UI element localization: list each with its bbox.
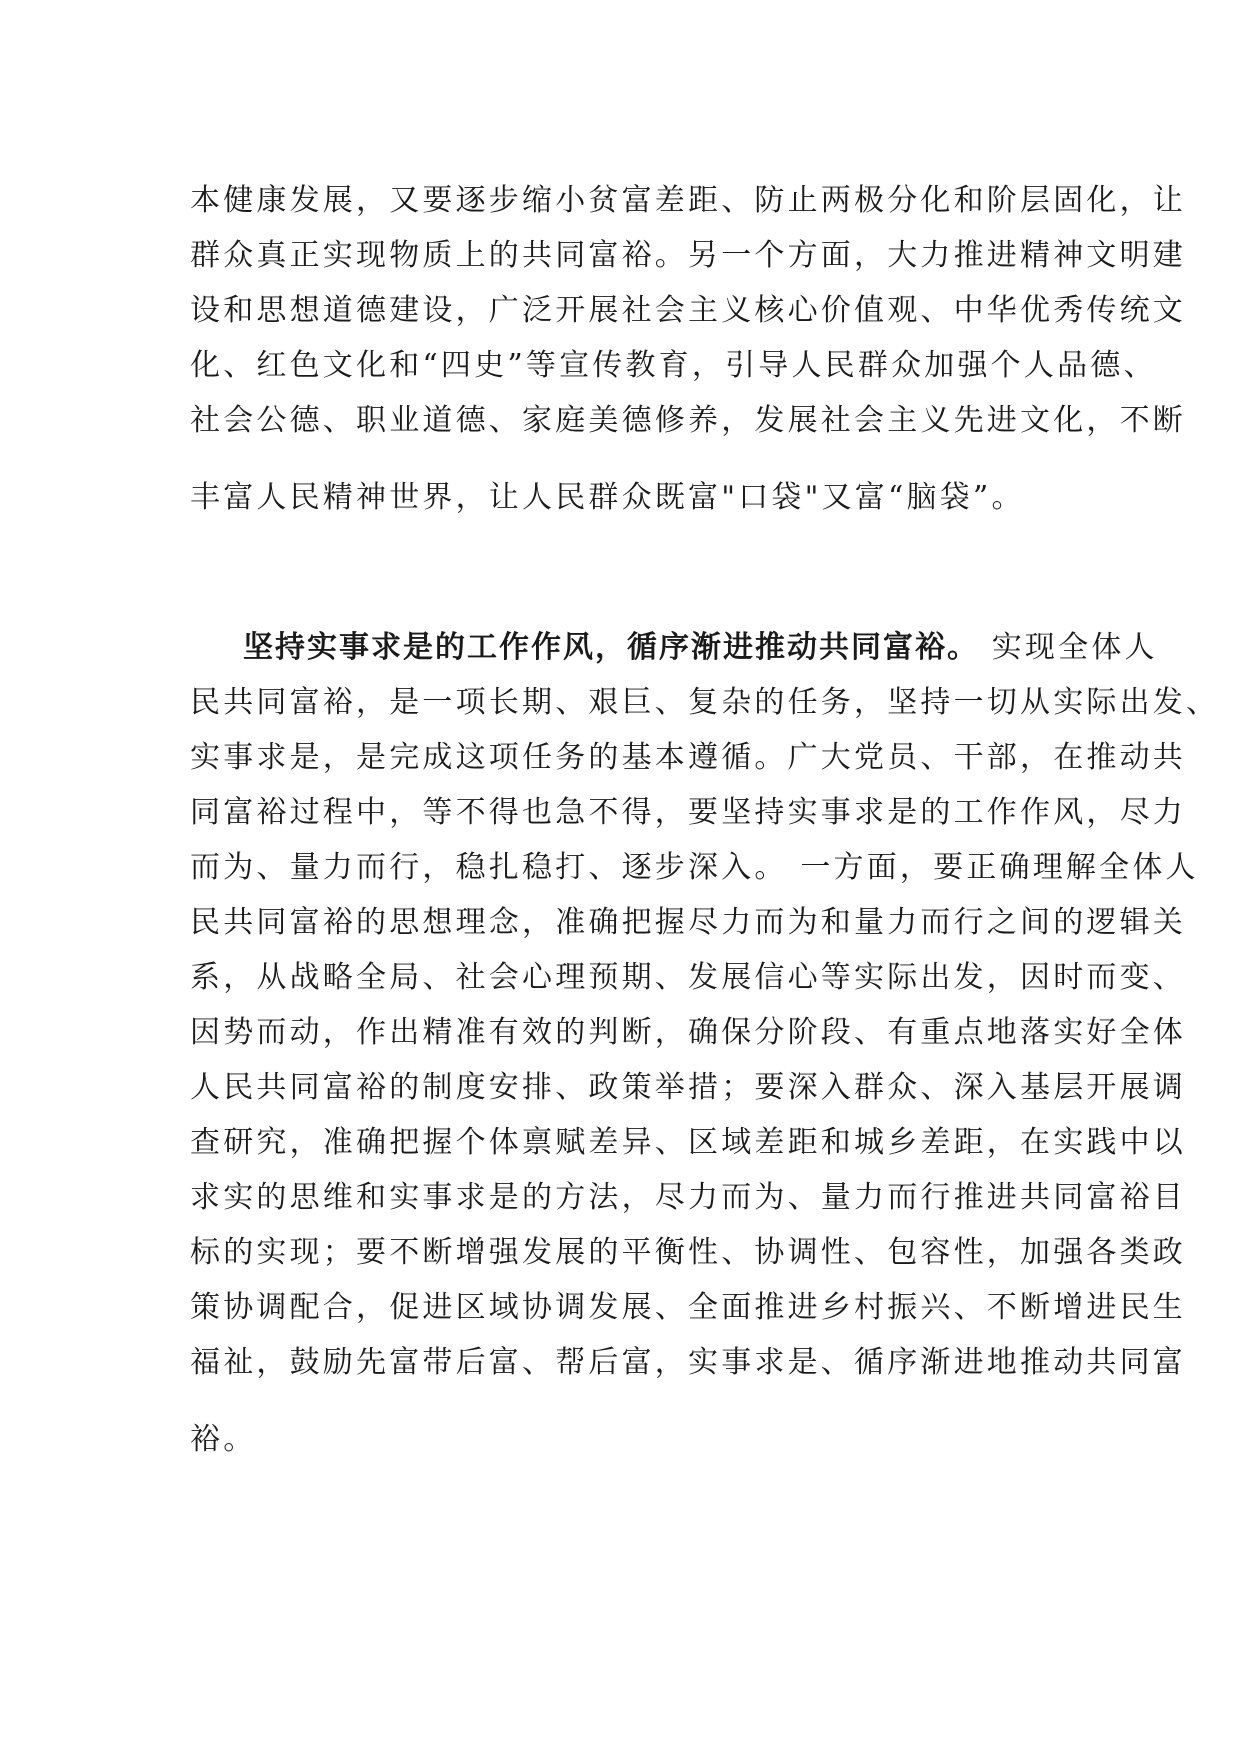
text-line: 因势而动，作出精准有效的判断，确保分阶段、有重点地落实好全体 xyxy=(190,1015,1186,1050)
text-line: 福祉，鼓励先富带后富、帮后富，实事求是、循序渐进地推动共同富 xyxy=(190,1345,1186,1380)
text-line: 而为、量力而行，稳扎稳打、逐步深入。 一方面，要正确理解全体人 xyxy=(190,850,1199,885)
text-line: 丰富人民精神世界，让人民群众既富"口袋"又富“脑袋”。 xyxy=(190,480,1025,515)
text-line: 实事求是，是完成这项任务的基本遵循。广大党员、干部，在推动共 xyxy=(190,740,1186,775)
text-line: 社会公德、职业道德、家庭美德修养，发展社会主义先进文化，不断 xyxy=(190,403,1186,438)
text-line: 系，从战略全局、社会心理预期、发展信心等实际出发，因时而变、 xyxy=(190,960,1186,995)
text-line: 求实的思维和实事求是的方法，尽力而为、量力而行推进共同富裕目 xyxy=(190,1180,1186,1215)
text-line: 群众真正实现物质上的共同富裕。另一个方面，大力推进精神文明建 xyxy=(190,238,1186,273)
text-line: 同富裕过程中，等不得也急不得，要坚持实事求是的工作作风，尽力 xyxy=(190,795,1186,830)
text-line: 设和思想道德建设，广泛开展社会主义核心价值观、中华优秀传统文 xyxy=(190,293,1186,328)
text-line: 查研究，准确把握个体禀赋差异、区域差距和城乡差距，在实践中以 xyxy=(190,1125,1186,1160)
text-line: 标的实现；要不断增强发展的平衡性、协调性、包容性，加强各类政 xyxy=(190,1235,1186,1270)
text-line: 民共同富裕，是一项长期、艰巨、复杂的任务，坚持一切从实际出发、 xyxy=(190,685,1220,720)
text-line: 策协调配合，促进区域协调发展、全面推进乡村振兴、不断增进民生 xyxy=(190,1290,1186,1325)
section-first-line xyxy=(243,628,1158,668)
section-heading: 坚持实事求是的工作作风，循序渐进推动共同富裕。 xyxy=(243,630,979,665)
text-line: 化、红色文化和“四史”等宣传教育，引导人民群众加强个人品德、 xyxy=(190,348,1157,383)
text-line: 本健康发展，又要逐步缩小贫富差距、防止两极分化和阶层固化，让 xyxy=(190,183,1186,218)
text-line: 裕。 xyxy=(190,1422,257,1457)
text-line: 人民共同富裕的制度安排、政策举措；要深入群众、深入基层开展调 xyxy=(190,1070,1186,1105)
section-first-line-rest: 实现全体人 xyxy=(979,630,1158,665)
text-line: 民共同富裕的思想理念，准确把握尽力而为和量力而行之间的逻辑关 xyxy=(190,905,1186,940)
